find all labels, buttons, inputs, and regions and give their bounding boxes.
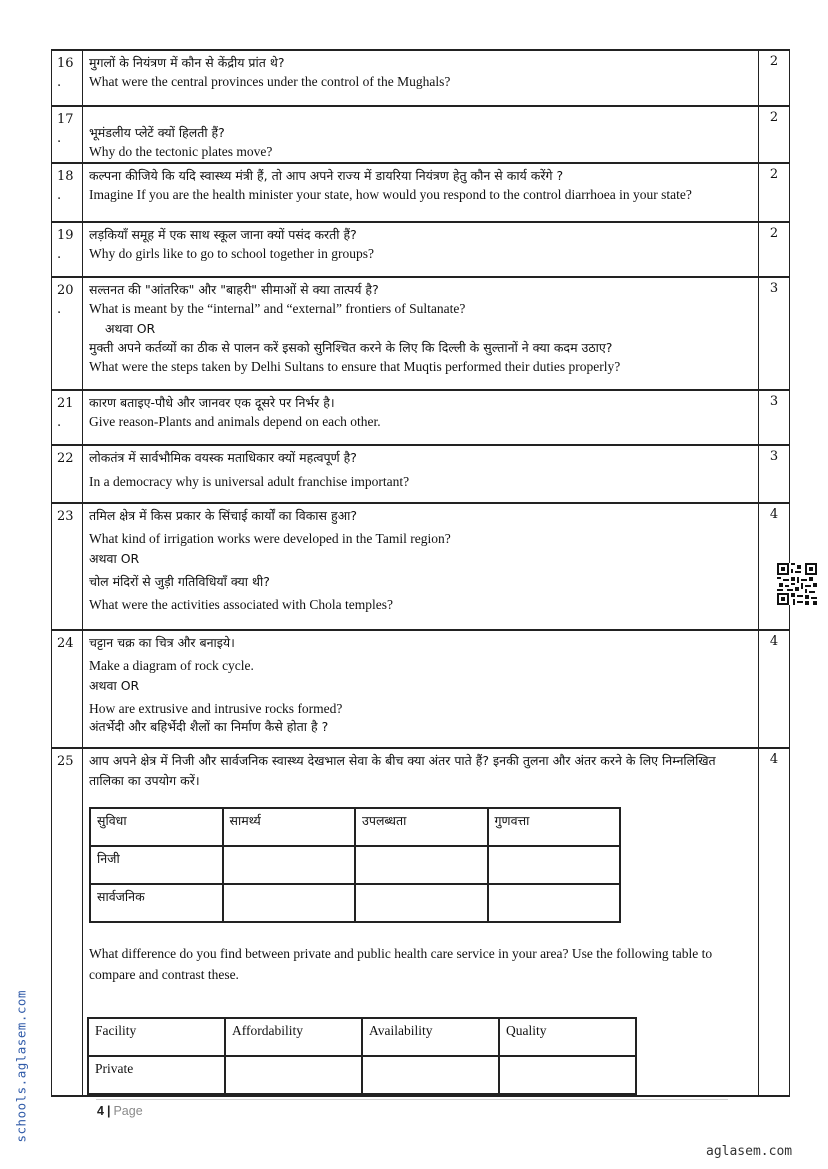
table-cell — [488, 846, 621, 884]
question-text-hindi-alt: मुक्ती अपने कर्तव्यों का ठीक से पालन करें इसको सुनिश्चित करने के लिए कि दिल्ली के सुल्तानों ने क्या कदम उठाए? — [89, 340, 613, 355]
question-table — [51, 49, 790, 1097]
question-number: 22 — [57, 451, 74, 466]
table-cell — [499, 1056, 636, 1094]
side-watermark: schools.aglasem.com — [13, 990, 29, 1143]
table-cell: Quality — [499, 1018, 636, 1056]
marks: 2 — [759, 106, 790, 163]
question-text-hindi: कारण बताइए-पौधे और जानवर एक दूसरे पर निर्भर है। — [89, 395, 335, 410]
marks: 4 — [759, 748, 790, 1096]
question-text-hindi: चट्टान चक्र का चित्र और बनाइये। — [89, 635, 235, 650]
table-cell: सार्वजनिक — [90, 884, 223, 922]
table-cell — [225, 1056, 362, 1094]
table-cell: Facility — [88, 1018, 225, 1056]
page-label: Page — [113, 1104, 143, 1118]
question-number: 18 — [57, 169, 74, 184]
question-row: 21 . कारण बताइए-पौधे और जानवर एक दूसरे पर निर्भर है। Give reason-Plants and animals depend on each other. 3 — [52, 390, 790, 445]
table-cell: Private — [88, 1056, 225, 1094]
question-text-english: Why do girls like to go to school together in groups? — [89, 246, 374, 261]
question-text-english: Why do the tectonic plates move? — [89, 144, 273, 159]
question-text-english: What were the central provinces under the control of the Mughals? — [89, 74, 451, 89]
site-link[interactable]: aglasem.com — [706, 1144, 793, 1159]
question-row — [52, 445, 790, 503]
table-cell: निजी — [90, 846, 223, 884]
question-text-english: What kind of irrigation works were developed in the Tamil region? — [89, 531, 451, 546]
question-number: 19 — [57, 228, 74, 243]
question-text-english: Imagine If you are the health minister your state, how would you respond to the control diarrhoea in your state? — [89, 187, 692, 202]
comparison-table-english — [87, 1017, 637, 1095]
table-cell: Affordability — [225, 1018, 362, 1056]
table-cell: Availability — [362, 1018, 499, 1056]
table-cell — [355, 846, 488, 884]
question-text-hindi: आप अपने क्षेत्र में निजी और सार्वजनिक स्वास्थ्य देखभाल सेवा के बीच क्या अंतर पाते हैं? इनकी तुलना और अंतर करने के लिए निम्नलिखित तालिका का उपयोग करें। — [89, 753, 716, 788]
marks: 3 — [759, 390, 790, 445]
marks: 2 — [759, 50, 790, 106]
question-text-hindi: भूमंडलीय प्लेटें क्यों हिलती हैं? — [89, 125, 225, 140]
question-text-english: What difference do you find between private and public health care service in your area? Use the following table to compare and contrast these. — [89, 946, 713, 982]
question-row — [52, 630, 790, 748]
question-number: 20 — [57, 283, 74, 298]
table-cell: उपलब्धता — [355, 808, 488, 846]
question-text-english: In a democracy why is universal adult franchise important? — [89, 474, 410, 489]
question-row — [52, 748, 790, 1096]
question-text-english-alt: What were the steps taken by Delhi Sultans to ensure that Muqtis performed their duties properly? — [89, 359, 621, 374]
question-text-hindi-alt: अंतर्भेदी और बहिर्भेदी शैलों का निर्माण कैसे होता है ? — [89, 719, 329, 734]
page-number-value: 4 — [97, 1104, 104, 1118]
question-text-hindi: सल्तनत की "आंतरिक" और "बाहरी" सीमाओं से क्या तात्पर्य है? — [89, 282, 379, 297]
footer-divider — [96, 1099, 728, 1100]
question-text-english: Make a diagram of rock cycle. — [89, 658, 254, 673]
question-text-hindi: कल्पना कीजिये कि यदि स्वास्थ्य मंत्री हैं, तो आप अपने राज्य में डायरिया नियंत्रण हेतु कौन से कार्य करेंगे ? — [89, 168, 564, 183]
or-separator: अथवा OR — [89, 678, 140, 693]
question-text-english-alt: How are extrusive and intrusive rocks formed? — [89, 701, 343, 716]
question-number: 17 — [57, 112, 74, 127]
question-text-hindi-alt: चोल मंदिरों से जुड़ी गतिविधियाँ क्या थी? — [89, 574, 270, 589]
marks: 3 — [759, 445, 790, 503]
table-cell — [488, 884, 621, 922]
question-text-english: Give reason-Plants and animals depend on each other. — [89, 414, 381, 429]
question-text-hindi: लड़कियाँ समूह में एक साथ स्कूल जाना क्यों पसंद करती हैं? — [89, 227, 357, 242]
or-separator: अथवा OR — [89, 551, 140, 566]
question-row: 16 . मुगलों के नियंत्रण में कौन से केंद्रीय प्रांत थे? What were the central provinces under the control of the Mughals? 2 — [52, 50, 790, 106]
table-cell — [223, 884, 356, 922]
question-number: 25 — [57, 754, 74, 769]
question-number: 21 — [57, 396, 74, 411]
question-row: 19 . लड़कियाँ समूह में एक साथ स्कूल जाना क्यों पसंद करती हैं? Why do girls like to go to school together in groups? 2 — [52, 222, 790, 277]
question-text-english: What is meant by the “internal” and “external” frontiers of Sultanate? — [89, 301, 466, 316]
page-number: 4 | Page — [97, 1104, 143, 1118]
marks: 4 — [759, 630, 790, 748]
marks: 2 — [759, 222, 790, 277]
question-text-hindi: लोकतंत्र में सार्वभौमिक वयस्क मताधिकार क्यों महत्वपूर्ण है? — [89, 450, 357, 465]
table-cell: सुविधा — [90, 808, 223, 846]
question-text-english-alt: What were the activities associated with Chola temples? — [89, 597, 394, 612]
question-number: 16 — [57, 56, 74, 71]
marks: 3 — [759, 277, 790, 390]
table-cell: सामर्थ्य — [223, 808, 356, 846]
table-cell — [223, 846, 356, 884]
question-row: 18 . कल्पना कीजिये कि यदि स्वास्थ्य मंत्री हैं, तो आप अपने राज्य में डायरिया नियंत्रण हेतु कौन से कार्य करेंगे ? Imagine If you are the health minister your state, how would you respond to the control diarrhoea in your state? 2 — [52, 163, 790, 222]
question-number: 24 — [57, 636, 74, 651]
marks: 4 — [759, 503, 790, 630]
question-number: 23 — [57, 509, 74, 524]
question-row: 20 . सल्तनत की "आंतरिक" और "बाहरी" सीमाओं से क्या तात्पर्य है? What is meant by the “internal” and “external” frontiers of Sultanate? अथवा OR मुक्ती अपने कर्तव्यों का ठीक से पालन करें इसको सुनिश्चित करने के लिए कि दिल्ली के सुल्तानों ने क्या कदम उठाए? What were the steps taken by Delhi Sultans to ensure that Muqtis performed their duties properly? 3 — [52, 277, 790, 390]
comparison-table-hindi — [89, 807, 621, 923]
table-cell — [362, 1056, 499, 1094]
table-cell: गुणवत्ता — [488, 808, 621, 846]
table-cell — [355, 884, 488, 922]
or-separator: अथवा OR — [105, 321, 156, 336]
qr-code-icon[interactable] — [777, 563, 817, 605]
question-text-hindi: मुगलों के नियंत्रण में कौन से केंद्रीय प्रांत थे? — [89, 55, 285, 70]
question-row: 17 . भूमंडलीय प्लेटें क्यों हिलती हैं? Why do the tectonic plates move? 2 — [52, 106, 790, 163]
marks: 2 — [759, 163, 790, 222]
question-row — [52, 503, 790, 630]
question-text-hindi: तमिल क्षेत्र में किस प्रकार के सिंचाई कार्यों का विकास हुआ? — [89, 508, 358, 523]
